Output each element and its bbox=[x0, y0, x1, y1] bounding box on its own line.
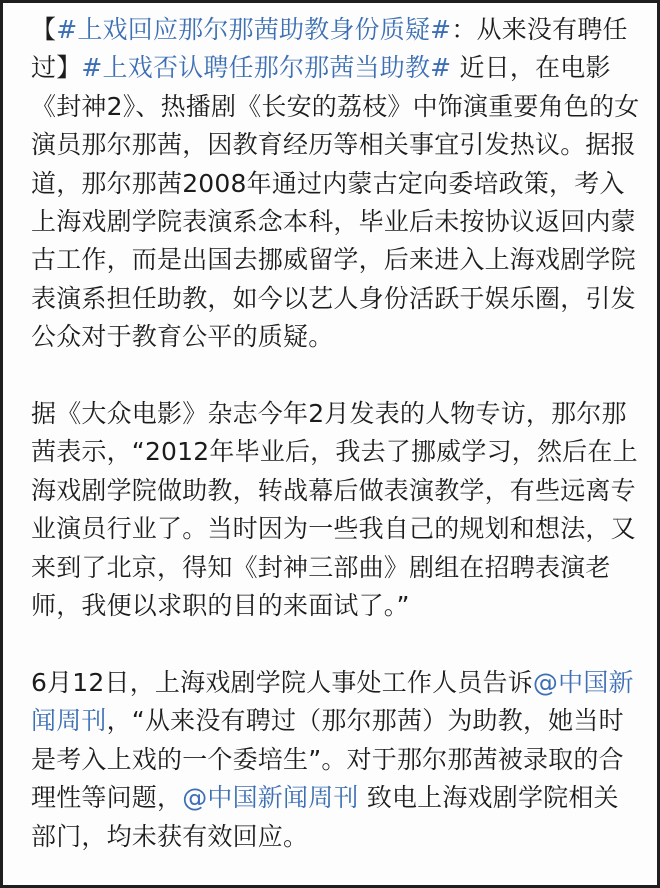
hashtag-link-1[interactable]: #上戏回应那尔那茜助教身份质疑# bbox=[56, 15, 452, 44]
paragraph-3 bbox=[31, 664, 643, 856]
paragraph-3-text-middle: ，“从来没有聘过（那尔那茜）为助教，她当时是考入上戏的一个委培生”。对于那尔那茜被录取的合理性等问题， bbox=[31, 706, 624, 813]
paragraph-1 bbox=[31, 11, 643, 357]
bracket-open: 【 bbox=[31, 15, 57, 44]
paragraph-3-text-before: 6月12日，上海戏剧学院人事处工作人员告诉 bbox=[31, 667, 533, 697]
paragraph-spacer bbox=[31, 625, 643, 663]
paragraph-3-text-after: 致电上海戏剧学院相关部门，均未获有效回应。 bbox=[31, 783, 619, 851]
article-body bbox=[31, 11, 643, 856]
mention-link-2[interactable]: @中国新闻周刊 bbox=[182, 783, 359, 813]
paragraph-1-text: 近日，在电影《封神2》、热播剧《长安的荔枝》中饰演重要角色的女演员那尔那茜，因教育经历等相关事宜引发热议。据报道，那尔那茜2008年通过内蒙古定向委培政策，考入上海戏剧学院表演系念本科，毕业后未按协议返回内蒙古工作，而是出国去挪威留学，后来进入上海戏剧学院表演系担任助教，如今以艺人身份活跃于娱乐圈，引发公众对于教育公平的质疑。 bbox=[31, 53, 640, 352]
paragraph-spacer bbox=[31, 357, 643, 395]
hashtag-link-2[interactable]: #上戏否认聘任那尔那茜当助教# bbox=[81, 53, 452, 83]
mention-link-1[interactable]: @中国新闻周刊 bbox=[31, 667, 634, 736]
paragraph-2-text: 据《大众电影》杂志今年2月发表的人物专访，那尔那茜表示，“2012年毕业后，我去了挪威学习，然后在上海戏剧学院做助教，转战幕后做表演教学，有些远离专业演员行业了。当时因为一些我自己的规划和想法，又来到了北京，得知《封神三部曲》剧组在招聘表演老师，我便以求职的目的来面试了。” bbox=[31, 399, 638, 621]
paragraph-2 bbox=[31, 395, 643, 625]
hashtag-1-suffix: ：从来没有聘任过】 bbox=[31, 15, 628, 83]
